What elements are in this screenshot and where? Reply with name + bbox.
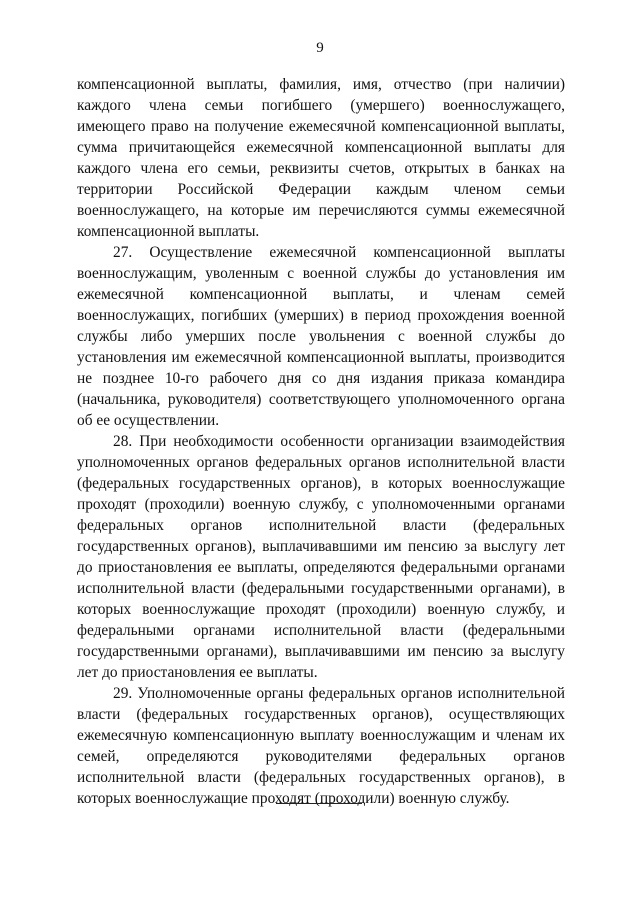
document-body [77, 74, 565, 809]
closing-rule-divider [276, 803, 362, 804]
paragraph-item-29: 29. Уполномоченные органы федеральных органов исполнительной власти (федеральных государственных органов), осуществляющих ежемесячную компенсационную выплату военнослужащим и членам их семей, определяются руководителями федеральных органов исполнительной власти (федеральных государственных органов), в которых военнослужащие проходят (проходили) военную службу. [77, 685, 565, 807]
paragraph-item-27: 27. Осуществление ежемесячной компенсационной выплаты военнослужащим, уволенным с военной службы до установления им ежемесячной компенсационной выплаты, и членам семей военнослужащих, погибших (умерших) в период прохождения военной службы либо умерших после увольнения с военной службы до установления им ежемесячной компенсационной выплаты, производится не позднее 10-го рабочего дня со дня издания приказа командира (начальника, руководителя) соответствующего уполномоченного органа об ее осуществлении. [77, 244, 565, 429]
paragraph-continuation: компенсационной выплаты, фамилия, имя, отчество (при наличии) каждого члена семьи погибшего (умершего) военнослужащего, имеющего право на получение ежемесячной компенсационной выплаты, сумма причитающейся ежемесячной компенсационной выплаты для каждого члена его семьи, реквизиты счетов, открытых в банках на территории Российской Федерации каждым членом семьи военнослужащего, на которые им перечисляются суммы ежемесячной компенсационной выплаты. [77, 76, 565, 240]
paragraph-item-28: 28. При необходимости особенности организации взаимодействия уполномоченных органов федеральных органов исполнительной власти (федеральных государственных органов), в которых военнослужащие проходят (проходили) военную службу, с уполномоченными органами федеральных органов исполнительной власти (федеральных государственных органов), выплачивавшими им пенсию за выслугу лет до приостановления ее выплаты, определяются федеральными органами исполнительной власти (федеральными государственными органами), в которых военнослужащие проходят (проходили) военную службу, и федеральными органами исполнительной власти (федеральными государственными органами), выплачивавшими им пенсию за выслугу лет до приостановления ее выплаты. [77, 433, 565, 681]
page-number: 9 [316, 40, 324, 56]
